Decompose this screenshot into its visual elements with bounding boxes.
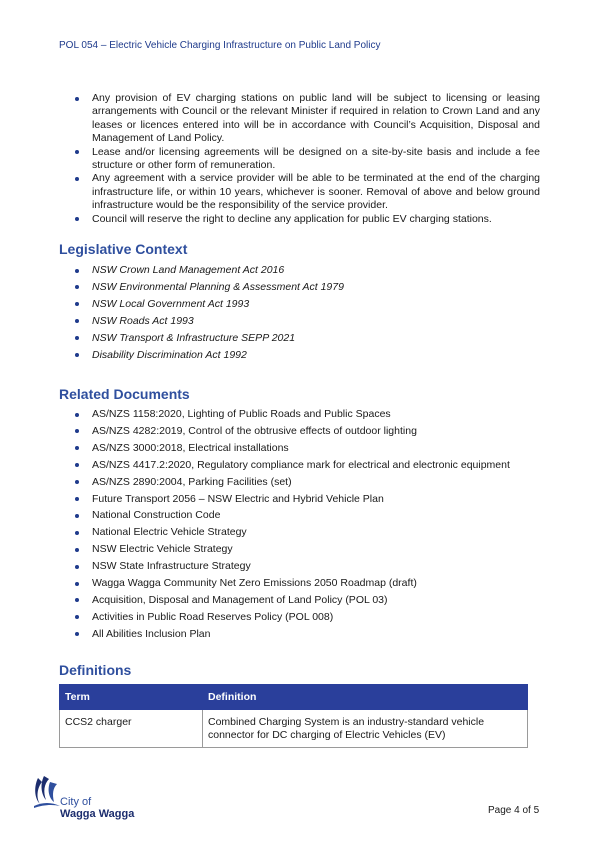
bullet-icon bbox=[75, 531, 79, 535]
list-item-text: NSW State Infrastructure Strategy bbox=[92, 560, 251, 573]
list-item bbox=[75, 526, 540, 539]
list-item bbox=[75, 442, 540, 455]
table-cell-definition: Combined Charging System is an industry-standard vehicle connector for DC charging of Electric Vehicles (EV) bbox=[203, 710, 528, 748]
bullet-icon bbox=[75, 353, 79, 357]
list-item-text: NSW Crown Land Management Act 2016 bbox=[92, 264, 285, 276]
bullet-icon bbox=[75, 497, 79, 501]
definitions-table bbox=[59, 684, 528, 748]
list-item bbox=[75, 459, 540, 472]
bullet-icon bbox=[75, 319, 79, 323]
list-item bbox=[75, 264, 540, 277]
list-item-text: NSW Environmental Planning & Assessment Act 1979 bbox=[92, 280, 344, 293]
intro-bullet-list bbox=[75, 92, 540, 226]
bullet-icon bbox=[75, 413, 79, 417]
bullet-icon bbox=[75, 429, 79, 433]
bullet-icon bbox=[75, 565, 79, 569]
list-item bbox=[75, 213, 540, 226]
document-header: POL 054 – Electric Vehicle Charging Infrastructure on Public Land Policy bbox=[59, 40, 381, 51]
list-item bbox=[75, 543, 540, 556]
bullet-icon bbox=[75, 514, 79, 518]
list-item-text: Lease and/or licensing agreements will be designed on a site-by-site basis and include a fee structure or other form of remuneration. bbox=[92, 145, 540, 172]
list-item-text: Acquisition, Disposal and Management of Land Policy (POL 03) bbox=[92, 593, 388, 606]
bullet-icon bbox=[75, 463, 79, 467]
related-documents-heading: Related Documents bbox=[59, 386, 190, 402]
list-item-text: AS/NZS 4417.2:2020, Regulatory compliance mark for electrical and electronic equipment bbox=[92, 458, 510, 471]
list-item-text: National Construction Code bbox=[92, 509, 221, 522]
list-item bbox=[75, 146, 540, 173]
list-item-text: AS/NZS 3000:2018, Electrical installations bbox=[92, 441, 289, 454]
bullet-icon bbox=[75, 615, 79, 619]
legislative-list bbox=[75, 264, 540, 365]
list-item-text: Any agreement with a service provider will be able to be terminated at the end of the charging infrastructure life, or within 10 years, whichever is sooner. Removal of above and below ground infrastructure would be the responsibility of the service provider. bbox=[92, 172, 540, 212]
logo-line-1: City of bbox=[60, 796, 92, 808]
bullet-icon bbox=[75, 285, 79, 289]
list-item bbox=[75, 425, 540, 438]
list-item bbox=[75, 493, 540, 506]
list-item-text: Disability Discrimination Act 1992 bbox=[92, 348, 247, 361]
list-item bbox=[75, 92, 540, 146]
bullet-icon bbox=[75, 217, 79, 221]
list-item-text: AS/NZS 4282:2019, Control of the obtrusive effects of outdoor lighting bbox=[92, 424, 417, 437]
list-item-text: AS/NZS 1158:2020, Lighting of Public Roads and Public Spaces bbox=[92, 408, 391, 420]
list-item-text: Future Transport 2056 – NSW Electric and Hybrid Vehicle Plan bbox=[92, 492, 384, 505]
column-header-definition: Definition bbox=[203, 685, 528, 710]
definitions-heading: Definitions bbox=[59, 662, 132, 678]
list-item bbox=[75, 172, 540, 212]
legislative-context-heading: Legislative Context bbox=[59, 241, 188, 257]
list-item-text: AS/NZS 2890:2004, Parking Facilities (set) bbox=[92, 475, 292, 488]
list-item-text: Council will reserve the right to decline any application for public EV charging stations. bbox=[92, 212, 492, 225]
bullet-icon bbox=[75, 446, 79, 450]
bullet-icon bbox=[75, 177, 79, 181]
list-item-text: All Abilities Inclusion Plan bbox=[92, 627, 211, 640]
bullet-icon bbox=[75, 598, 79, 602]
list-item-text: National Electric Vehicle Strategy bbox=[92, 526, 247, 539]
list-item bbox=[75, 298, 540, 311]
logo-line-2: Wagga Wagga bbox=[60, 808, 135, 820]
bullet-icon bbox=[75, 97, 79, 101]
list-item bbox=[75, 349, 540, 362]
city-logo-text bbox=[60, 796, 134, 820]
list-item bbox=[75, 560, 540, 573]
list-item bbox=[75, 408, 540, 421]
list-item bbox=[75, 315, 540, 328]
bullet-icon bbox=[75, 269, 79, 273]
list-item-text: Any provision of EV charging stations on public land will be subject to licensing or leasing arrangements with Council or the relevant Minister if required in relation to Crown Land and any leases or licences entered into will be in accordance with Council’s Acquisition, Disposal and Management of Land Policy. bbox=[92, 92, 540, 145]
list-item bbox=[75, 476, 540, 489]
table-header-row bbox=[60, 685, 528, 710]
list-item bbox=[75, 332, 540, 345]
list-item bbox=[75, 577, 540, 590]
list-item-text: NSW Transport & Infrastructure SEPP 2021 bbox=[92, 331, 296, 344]
column-header-term: Term bbox=[60, 685, 203, 710]
bullet-icon bbox=[75, 548, 79, 552]
list-item-text: NSW Local Government Act 1993 bbox=[92, 297, 250, 310]
list-item-text: NSW Roads Act 1993 bbox=[92, 314, 194, 327]
bullet-icon bbox=[75, 336, 79, 340]
list-item bbox=[75, 281, 540, 294]
table-cell-term: CCS2 charger bbox=[60, 710, 203, 748]
list-item bbox=[75, 509, 540, 522]
bullet-icon bbox=[75, 582, 79, 586]
list-item-text: Activities in Public Road Reserves Policy (POL 008) bbox=[92, 610, 334, 623]
related-documents-list bbox=[75, 408, 540, 645]
page-number: Page 4 of 5 bbox=[488, 805, 540, 816]
list-item bbox=[75, 611, 540, 624]
bullet-icon bbox=[75, 480, 79, 484]
table-row bbox=[60, 710, 528, 748]
list-item-text: NSW Electric Vehicle Strategy bbox=[92, 543, 233, 556]
list-item bbox=[75, 628, 540, 641]
list-item bbox=[75, 594, 540, 607]
bullet-icon bbox=[75, 302, 79, 306]
list-item-text: Wagga Wagga Community Net Zero Emissions 2050 Roadmap (draft) bbox=[92, 577, 417, 590]
bullet-icon bbox=[75, 632, 79, 636]
bullet-icon bbox=[75, 150, 79, 154]
